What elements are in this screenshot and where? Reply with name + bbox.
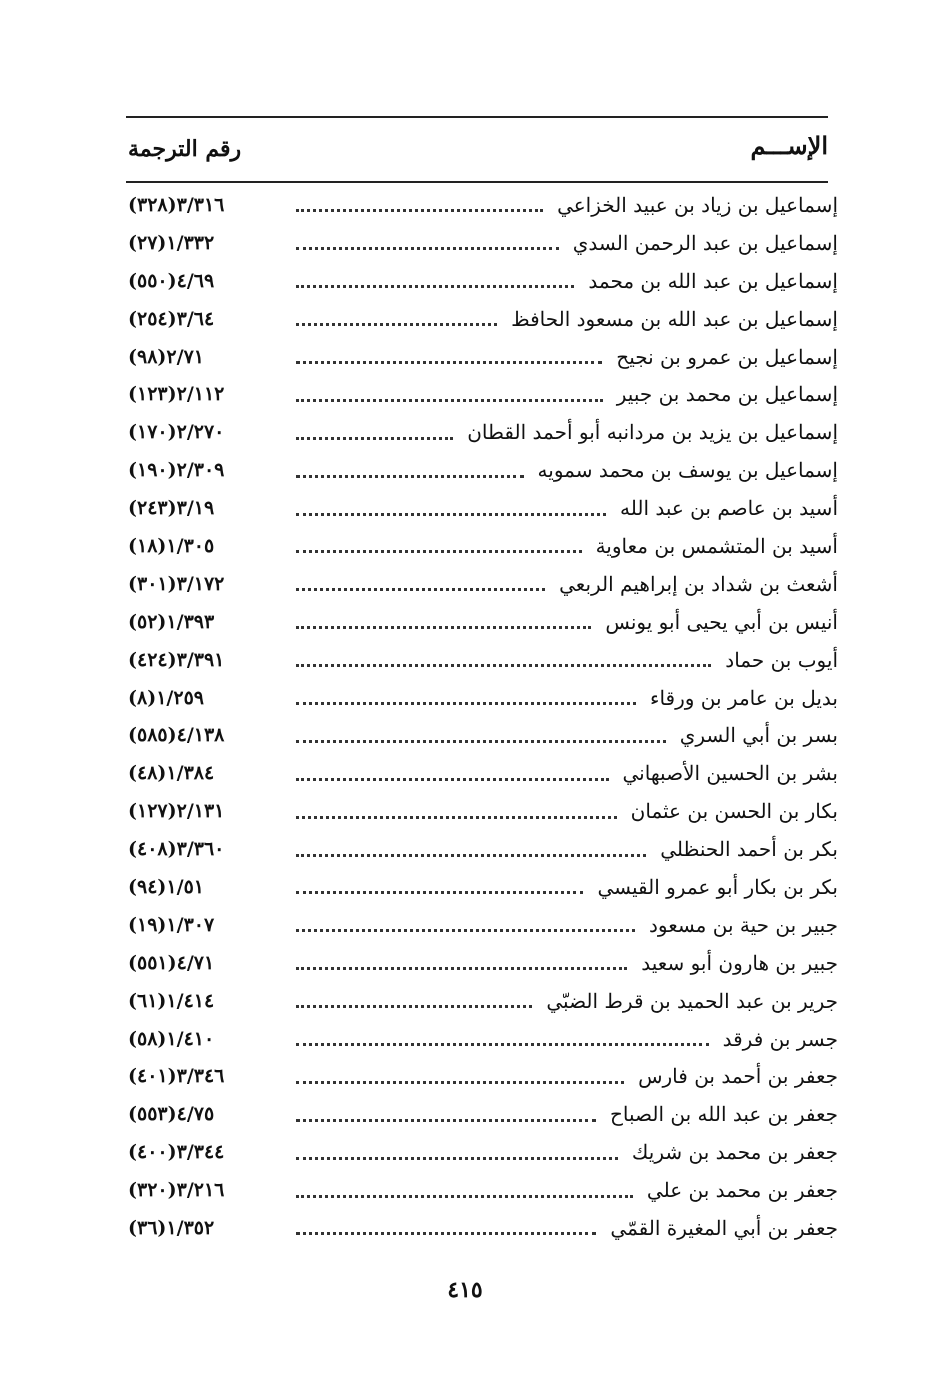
index-entry [128, 982, 838, 1020]
index-entry [128, 603, 838, 641]
entry-reference: ٣/٣٦٠(٤٠٨) [128, 838, 225, 861]
entry-name: إسماعيل بن عبد الرحمن السدي [572, 230, 838, 255]
index-entry [128, 489, 838, 527]
entry-name: جبير بن حية بن مسعود [648, 912, 838, 937]
entry-reference: ١/٢٥٩(٨) [128, 686, 204, 709]
entry-reference: ١/٣٨٤(٤٨) [128, 762, 215, 785]
entry-name: جعفر بن محمد بن علي [646, 1178, 838, 1203]
entry-reference: ٣/٣٤٤(٤٠٠) [128, 1141, 225, 1164]
entry-name: بسر بن أبي السري [679, 723, 838, 748]
index-entry [128, 1020, 838, 1058]
entry-reference: ٣/٦٤(٢٥٤) [128, 307, 215, 330]
entry-name: إسماعيل بن محمد بن جبير [616, 382, 838, 407]
entry-name: إسماعيل بن يزيد بن مردانبه أبو أحمد القطان [467, 420, 838, 445]
entry-reference: ٢/٢٧٠(١٧٠) [128, 421, 225, 444]
entry-reference: ١/٣٠٥(١٨) [128, 534, 215, 557]
entry-name: بكر بن بكار أبو عمرو القيسي [597, 874, 838, 899]
entry-reference: ٣/٣١٦(٣٢٨) [128, 193, 225, 216]
leader-dots [296, 854, 646, 857]
index-entry [128, 224, 838, 262]
entry-name: جرير بن عبد الحميد بن قرط الضبّي [546, 988, 838, 1013]
index-entry [128, 679, 838, 717]
leader-dots [296, 247, 559, 250]
leader-dots [296, 1119, 596, 1122]
index-entry [128, 262, 838, 300]
index-entry [128, 830, 838, 868]
leader-dots [296, 209, 543, 212]
entry-reference: ٢/١١٢(١٢٣) [128, 383, 225, 406]
entry-name: بشر بن الحسين الأصبهاني [622, 761, 838, 786]
leader-dots [296, 475, 524, 478]
index-entry [128, 1171, 838, 1209]
entry-reference: ١/٣٣٢(٢٧) [128, 231, 215, 254]
entry-reference: ١/٣٠٧(١٩) [128, 913, 215, 936]
leader-dots [296, 588, 545, 591]
entry-reference: ٣/١٧٢(٣٠١) [128, 572, 225, 595]
index-entry [128, 300, 838, 338]
leader-dots [296, 740, 666, 743]
entry-name: جعفر بن أحمد بن فارس [638, 1064, 838, 1089]
entry-reference: ١/٤١٠(٥٨) [128, 1027, 215, 1050]
leader-dots [296, 664, 711, 667]
leader-dots [296, 437, 453, 440]
leader-dots [296, 816, 617, 819]
entry-reference: ١/٣٩٣(٥٢) [128, 610, 215, 633]
entry-reference: ٤/٧٥(٥٥٣) [128, 1103, 215, 1126]
page-number: ٤١٥ [447, 1277, 483, 1303]
entry-reference: ١/٤١٤(٦١) [128, 989, 215, 1012]
index-entry [128, 641, 838, 679]
entry-reference: ٣/١٩(٢٤٣) [128, 497, 215, 520]
leader-dots [296, 891, 583, 894]
entry-name: جسر بن فرقد [722, 1026, 838, 1051]
leader-dots [296, 285, 574, 288]
entry-name: إسماعيل بن يوسف بن محمد سمويه [537, 458, 838, 483]
index-entry [128, 413, 838, 451]
entry-name: جعفر بن عبد الله بن الصباح [609, 1102, 838, 1127]
entry-name: أسيد بن المتشمس بن معاوية [595, 533, 838, 558]
entry-reference: ٣/٣٤٦(٤٠١) [128, 1065, 225, 1088]
leader-dots [296, 1232, 596, 1235]
entry-reference: ٤/٦٩(٥٥٠) [128, 269, 215, 292]
entry-name: إسماعيل بن عمرو بن نجيح [616, 344, 838, 369]
index-entry [128, 527, 838, 565]
header-rule [126, 181, 828, 183]
leader-dots [296, 513, 606, 516]
entry-name: إسماعيل بن عبد الله بن محمد [588, 268, 838, 293]
index-entry [128, 1133, 838, 1171]
leader-dots [296, 967, 627, 970]
entry-name: أشعث بن شداد بن إبراهيم الربعي [559, 571, 838, 596]
leader-dots [296, 626, 591, 629]
index-entry [128, 792, 838, 830]
entry-reference: ٣/٣٩١(٤٢٤) [128, 648, 225, 671]
index-entry [128, 716, 838, 754]
entry-name: بكار بن الحسن بن عثمان [630, 799, 838, 824]
entry-name: إسماعيل بن زياد بن عبيد الخزاعي [557, 192, 838, 217]
leader-dots [296, 550, 582, 553]
entry-name: إسماعيل بن عبد الله بن مسعود الحافظ [511, 306, 838, 331]
leader-dots [296, 1043, 709, 1046]
index-entry [128, 944, 838, 982]
entry-reference: ٢/٣٠٩(١٩٠) [128, 459, 225, 482]
entry-reference: ٤/١٣٨(٥٨٥) [128, 724, 225, 747]
index-entry [128, 186, 838, 224]
leader-dots [296, 399, 603, 402]
entry-name: أيوب بن حماد [725, 647, 838, 672]
entry-reference: ٣/٢١٦(٣٢٠) [128, 1179, 225, 1202]
leader-dots [296, 1005, 532, 1008]
leader-dots [296, 1081, 624, 1084]
column-header-name: الإســـم [750, 131, 828, 160]
entry-reference: ١/٣٥٢(٣٦) [128, 1216, 215, 1239]
column-header-number: رقم الترجمة [128, 136, 242, 162]
leader-dots [296, 323, 497, 326]
entry-name: جعفر بن أبي المغيرة القمّي [610, 1215, 838, 1240]
index-entry [128, 906, 838, 944]
index-entry [128, 754, 838, 792]
leader-dots [296, 1157, 618, 1160]
entry-name: أنيس بن أبي يحيى أبو يونس [605, 609, 838, 634]
index-entry [128, 1057, 838, 1095]
entry-reference: ٤/٧١(٥٥١) [128, 951, 215, 974]
leader-dots [296, 1195, 633, 1198]
entry-name: بكر بن أحمد الحنظلي [660, 837, 838, 862]
leader-dots [296, 929, 635, 932]
index-entry [128, 868, 838, 906]
index-entry [128, 451, 838, 489]
entry-reference: ٢/٧١(٩٨) [128, 345, 204, 368]
leader-dots [296, 778, 609, 781]
leader-dots [296, 361, 602, 364]
entry-name: جعفر بن محمد بن شريك [631, 1140, 838, 1165]
index-entry [128, 1095, 838, 1133]
entry-name: أسيد بن عاصم بن عبد الله [620, 496, 838, 521]
top-rule [126, 116, 828, 118]
leader-dots [296, 702, 636, 705]
entry-name: بديل بن عامر بن ورقاء [650, 685, 838, 710]
index-entry [128, 338, 838, 376]
entry-name: جبير بن هارون أبو سعيد [641, 950, 838, 975]
index-list [128, 186, 838, 1247]
index-entry [128, 1209, 838, 1247]
index-entry [128, 565, 838, 603]
entry-reference: ١/٥١(٩٤) [128, 875, 204, 898]
index-entry [128, 375, 838, 413]
entry-reference: ٢/١٣١(١٢٧) [128, 800, 225, 823]
